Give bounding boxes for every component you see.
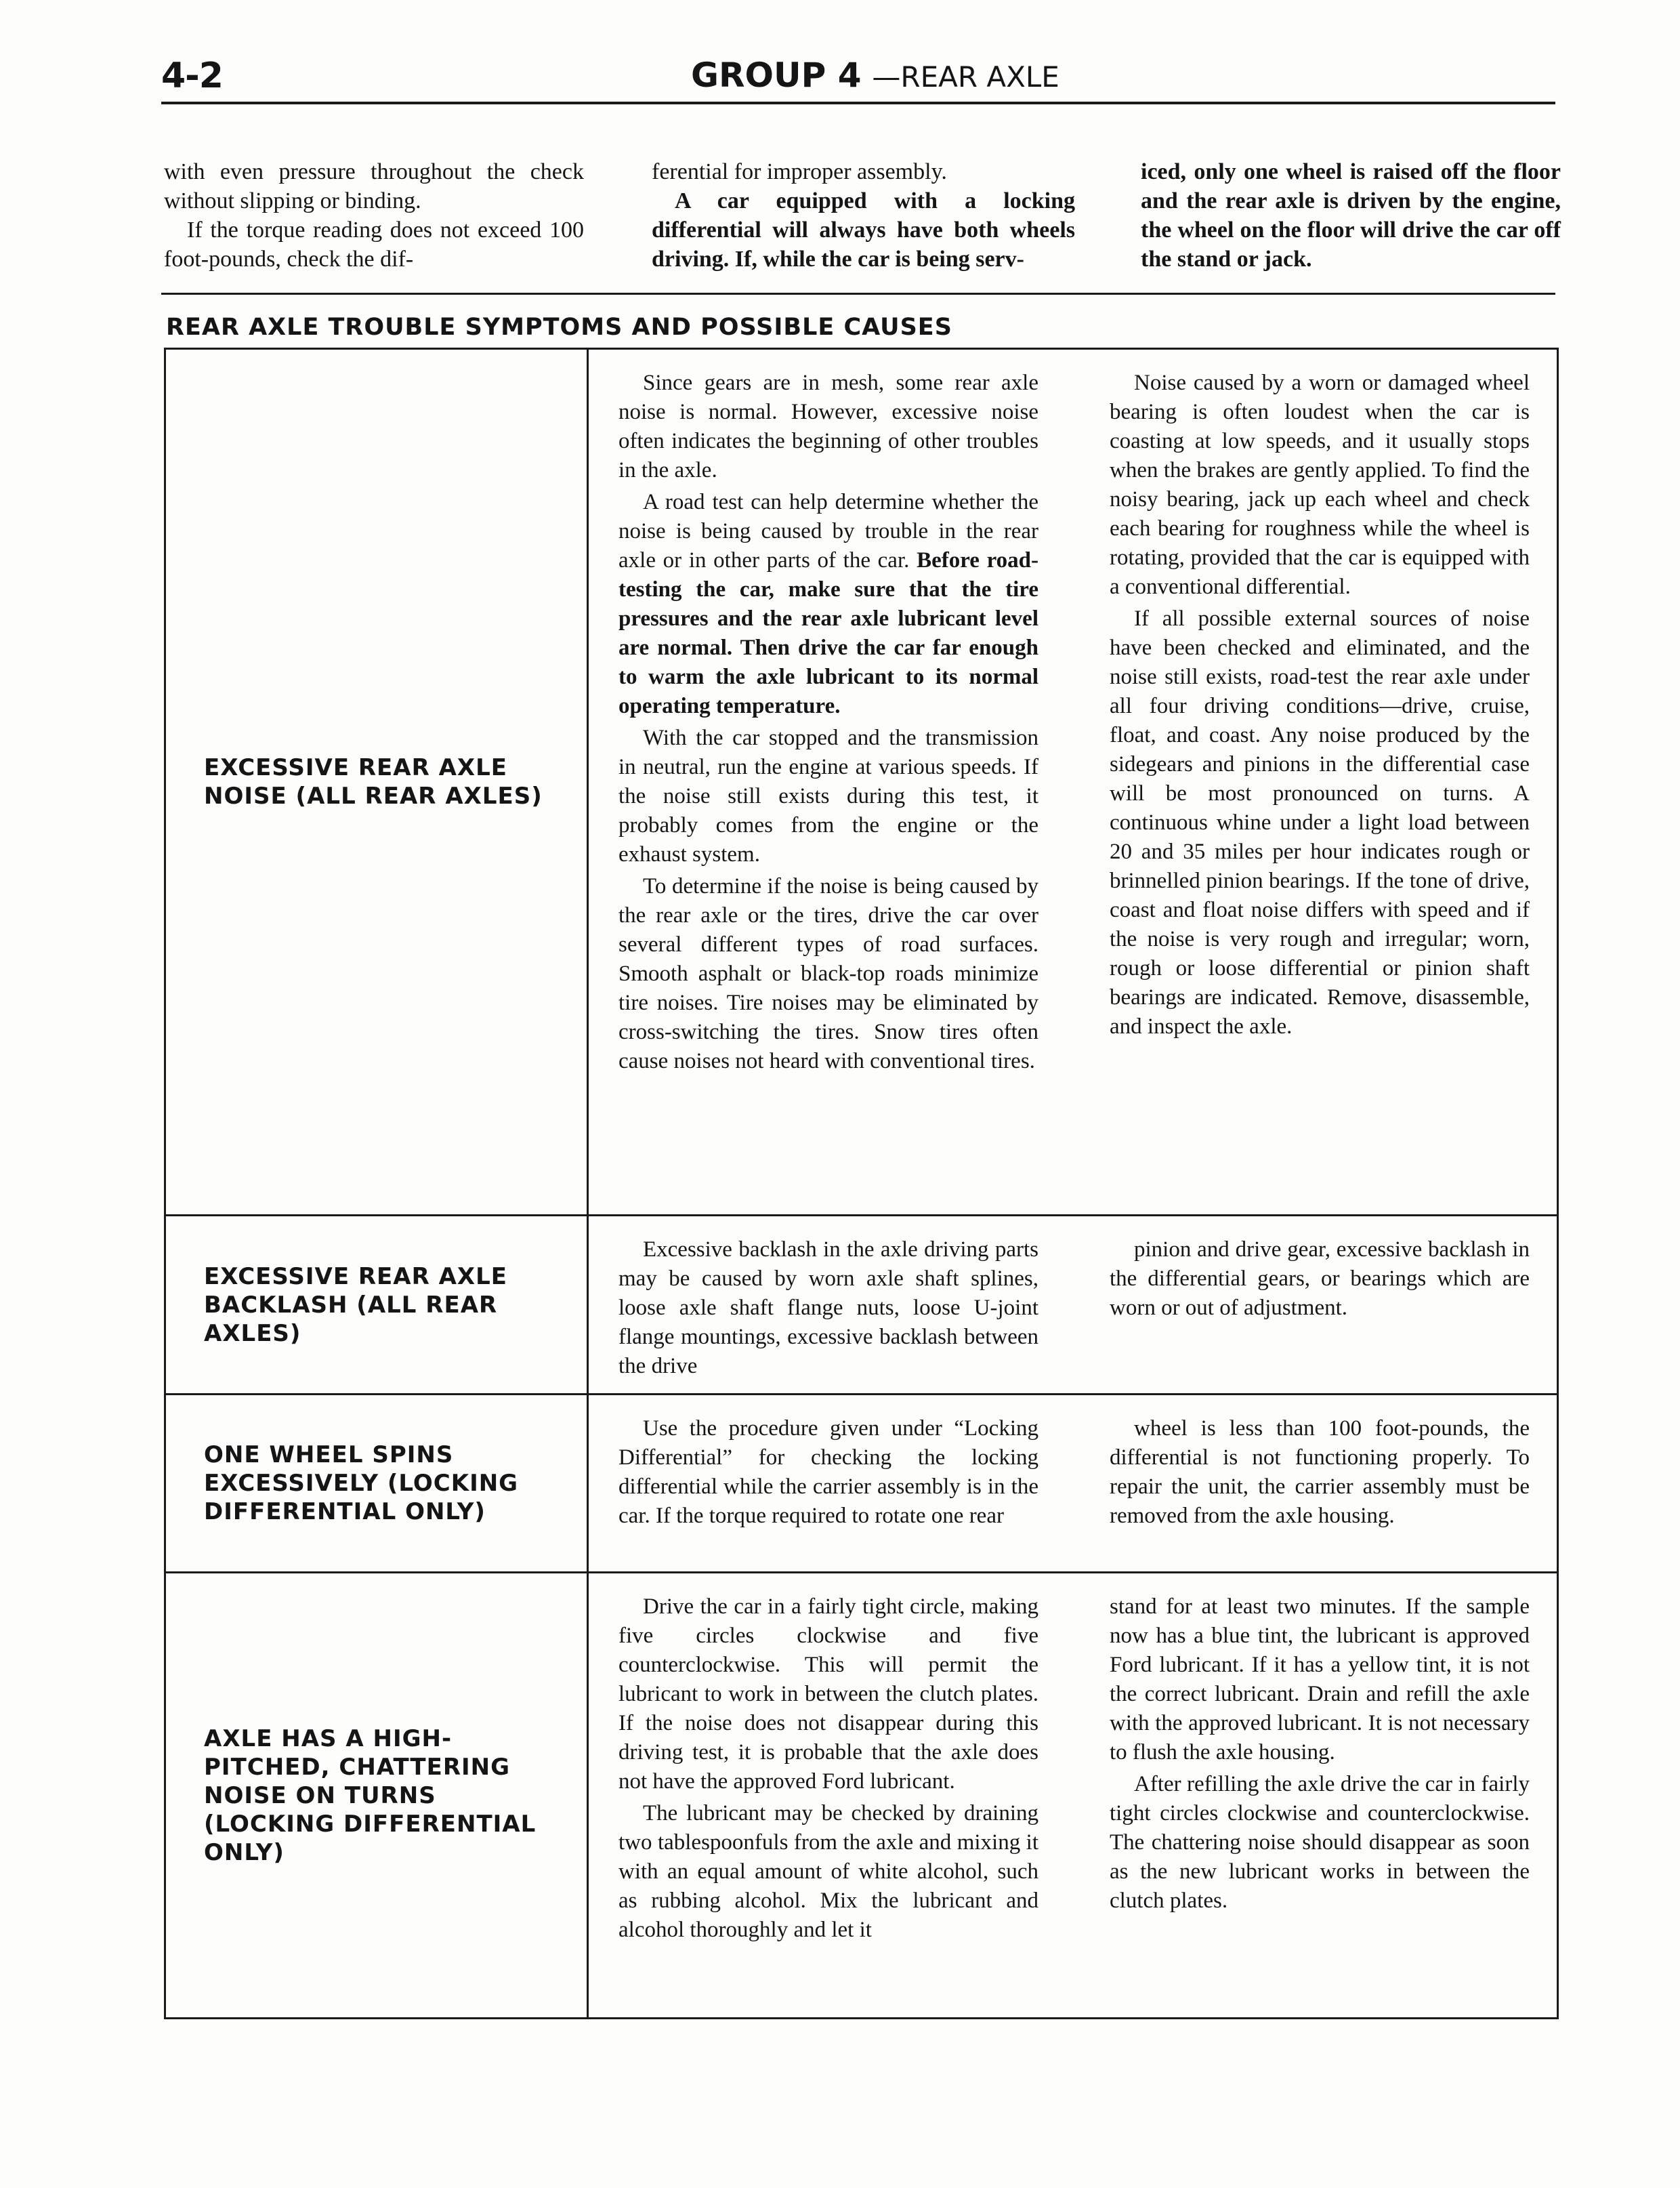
causes-column-2 — [1110, 369, 1530, 1076]
intro-paragraph: If the torque reading does not exceed 100 foot-pounds, check the dif- — [164, 218, 584, 272]
intro-paragraph: with even pressure throughout the check without slipping or binding. — [164, 159, 584, 213]
table-row — [165, 1216, 1558, 1395]
table-row — [165, 1395, 1558, 1573]
cause-text-bold: Before road-testing the car, make sure that the tire pressures and the rear axle lubricant level are normal. Then drive the car far enough to warm the axle lubricant to its normal operating temperature. — [618, 548, 1038, 718]
intro-paragraph: ferential for improper assembly. — [652, 159, 947, 184]
intro-column-3 — [1141, 157, 1561, 274]
causes-column-1 — [618, 369, 1038, 1076]
table-row — [165, 349, 1558, 1216]
causes-column-1 — [618, 1592, 1038, 1945]
intro-column-1 — [164, 157, 584, 274]
cause-paragraph: pinion and drive gear, excessive backlash in the differential gears, or bearings which are worn or out of adjustment. — [1110, 1237, 1530, 1320]
causes-column-1 — [618, 1414, 1038, 1531]
group-title — [691, 56, 1059, 95]
cause-paragraph: Noise caused by a worn or damaged wheel bearing is often loudest when the car is coasting at low speeds, and it usually stops when the brakes are gently applied. To find the noisy bearing, jack up each wheel and check each bearing for roughness while the wheel is rotating, provided that the car is equipped with a conventional differential. — [1110, 371, 1530, 599]
intro-rule — [161, 293, 1555, 295]
cause-paragraph: Excessive backlash in the axle driving parts may be caused by worn axle shaft splines, loose axle shaft flange nuts, loose U-joint flange mountings, excessive backlash between the drive — [618, 1237, 1038, 1378]
cause-paragraph: wheel is less than 100 foot-pounds, the differential is not functioning properly. To repair the unit, the carrier assembly must be removed from the axle housing. — [1110, 1416, 1530, 1528]
page-number: 4-2 — [161, 56, 223, 96]
cause-paragraph: Since gears are in mesh, some rear axle noise is normal. However, excessive noise often indicates the beginning of other troubles in the axle. — [618, 371, 1038, 482]
causes-cell — [588, 349, 1558, 1216]
causes-cell — [588, 1573, 1558, 2019]
symptom-cell: ONE WHEEL SPINS EXCESSIVELY (LOCKING DIFFERENTIAL ONLY) — [165, 1395, 588, 1573]
symptom-cell: EXCESSIVE REAR AXLE BACKLASH (ALL REAR AXLES) — [165, 1216, 588, 1395]
table-row — [165, 1573, 1558, 2019]
table-title: REAR AXLE TROUBLE SYMPTOMS AND POSSIBLE CAUSES — [166, 314, 952, 341]
group-prefix: GROUP 4 — [691, 56, 862, 95]
cause-paragraph: Drive the car in a fairly tight circle, making five circles clockwise and five counterclockwise. This will permit the lubricant to work in between the clutch plates. If the noise does not disappear during this driving test, it is probable that the axle does not have the approved Ford lubricant. — [618, 1594, 1038, 1794]
symptom-cell: AXLE HAS A HIGH-PITCHED, CHATTERING NOISE ON TURNS (LOCKING DIFFERENTIAL ONLY) — [165, 1573, 588, 2019]
group-suffix: —REAR AXLE — [872, 60, 1059, 94]
header-rule — [161, 102, 1555, 104]
cause-paragraph: Use the procedure given under “Locking Differential” for checking the locking differential while the carrier assembly is in the car. If the torque required to rotate one rear — [618, 1416, 1038, 1528]
cause-paragraph: With the car stopped and the transmission in neutral, run the engine at various speeds. If the noise still exists during this test, it probably comes from the engine or the exhaust system. — [618, 726, 1038, 867]
cause-paragraph: To determine if the noise is being caused by the rear axle or the tires, drive the car over several different types of road surfaces. Smooth asphalt or black-top roads minimize tire noises. Tire noises may be eliminated by cross-switching the tires. Snow tires often cause noises not heard with conventional tires. — [618, 874, 1038, 1073]
causes-column-2 — [1110, 1592, 1530, 1945]
cause-paragraph: If all possible external sources of noise have been checked and eliminated, and the noise still exists, road-test the rear axle under all four driving conditions—drive, cruise, float, and coast. Any noise produced by the sidegears and pinions in the differential case will be most pronounced on turns. A continuous whine under a light load between 20 and 35 miles per hour indicates rough or brinnelled pinion bearings. If the tone of drive, coast and float noise differs with speed and if the noise is very rough and irregular; worn, rough or loose differential or pinion shaft bearings are indicated. Remove, disassemble, and inspect the axle. — [1110, 606, 1530, 1039]
cause-paragraph: After refilling the axle drive the car in fairly tight circles clockwise and counterclockwise. The chattering noise should disappear as soon as the new lubricant works in between the clutch plates. — [1110, 1772, 1530, 1913]
trouble-symptoms-table — [164, 348, 1559, 2019]
intro-paragraph-bold: iced, only one wheel is raised off the floor and the rear axle is driven by the engine, the wheel on the floor will drive the car off the stand or jack. — [1141, 159, 1561, 272]
intro-paragraph-bold: A car equipped with a locking differential will always have both wheels driving. If, while the car is being serv- — [652, 188, 1075, 272]
causes-column-1 — [618, 1235, 1038, 1381]
intro-column-2 — [652, 157, 1075, 274]
causes-cell — [588, 1216, 1558, 1395]
causes-column-2 — [1110, 1414, 1530, 1531]
cause-text: A road test can help determine whether the noise is being caused by trouble in the rear axle or in other parts of the car. — [618, 490, 1038, 573]
symptom-cell: EXCESSIVE REAR AXLE NOISE (ALL REAR AXLES) — [165, 349, 588, 1216]
cause-paragraph — [618, 488, 1038, 721]
cause-paragraph: stand for at least two minutes. If the sample now has a blue tint, the lubricant is approved Ford lubricant. If it has a yellow tint, it is not the correct lubricant. Drain and refill the axle with the approved lubricant. It is not necessary to flush the axle housing. — [1110, 1594, 1530, 1764]
causes-cell — [588, 1395, 1558, 1573]
cause-paragraph: The lubricant may be checked by draining two tablespoonfuls from the axle and mixing it with an equal amount of white alcohol, such as rubbing alcohol. Mix the lubricant and alcohol thoroughly and let it — [618, 1801, 1038, 1942]
causes-column-2 — [1110, 1235, 1530, 1381]
